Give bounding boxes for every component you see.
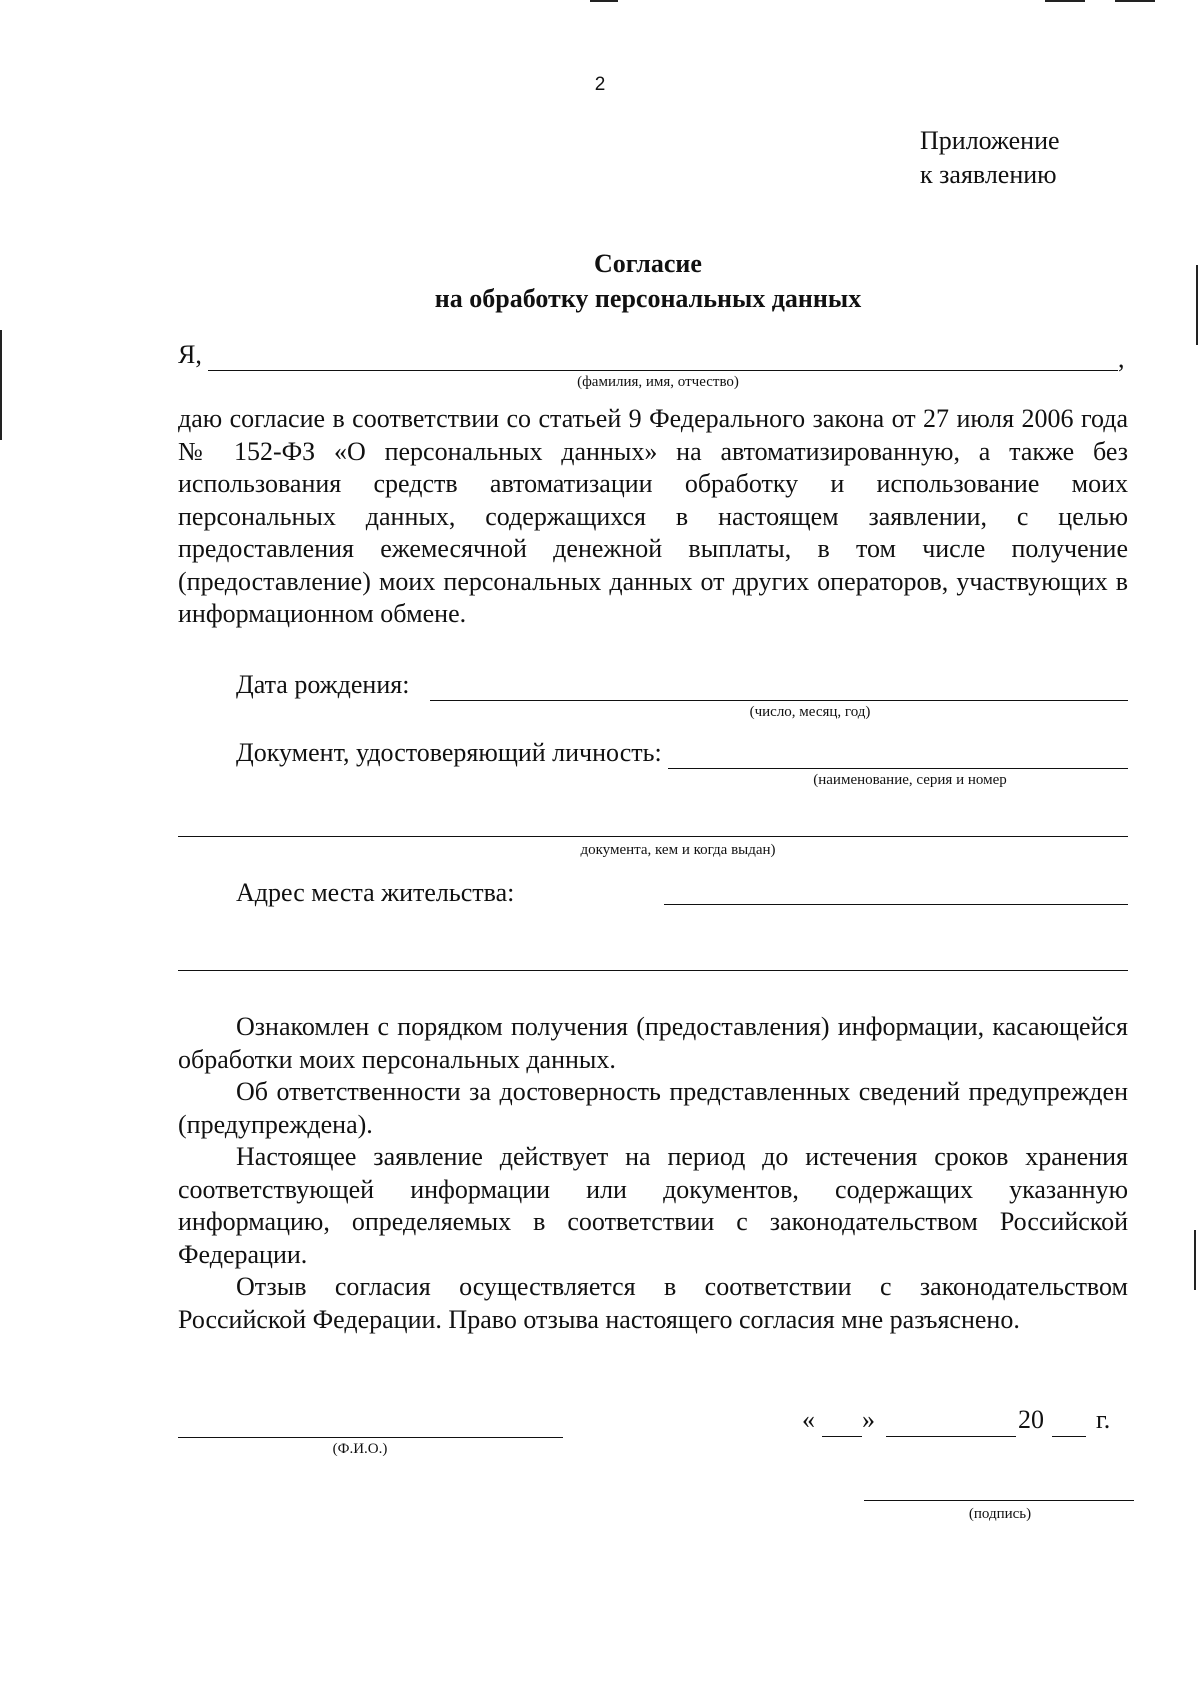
fio-signature-caption: (Ф.И.О.) [332, 1441, 388, 1457]
birth-date-caption: (число, месяц, год) [749, 704, 871, 720]
appendix-note [920, 124, 1060, 192]
address-label: Адрес места жительства: [236, 878, 515, 907]
fio-signature-field[interactable] [178, 1437, 563, 1438]
fio-prefix: Я, [178, 340, 202, 369]
year-prefix: 20 [1018, 1405, 1044, 1434]
birth-date-field[interactable] [430, 700, 1128, 701]
consent-text: даю согласие в соответствии со статьей 9 Федерального закона от 27 июля 2006 года № 152-ФЗ «О персональных данных» на автоматизированную, а также без использования средств автоматизации обработку и использование моих персональных данных, содержащихся в настоящем заявлении, с целью предоставления ежемесячной денежной выплаты, в том числе получение (предоставление) моих персональных данных от других операторов, участвующих в информационном обмене. [178, 404, 1128, 628]
fio-caption: (фамилия, имя, отчество) [577, 374, 739, 390]
fio-suffix: , [1118, 344, 1125, 373]
identity-document-label: Документ, удостоверяющий личность: [236, 738, 662, 767]
address-field-2[interactable] [178, 970, 1128, 971]
scan-artifact [1194, 1230, 1196, 1290]
scan-artifact [1115, 0, 1155, 2]
date-close-quote: » [862, 1405, 875, 1434]
appendix-line-2: к заявлению [920, 160, 1057, 189]
identity-document-field[interactable] [668, 768, 1128, 769]
date-month-field[interactable] [886, 1436, 1016, 1437]
scan-artifact [590, 0, 618, 2]
identity-document-field-2[interactable] [178, 836, 1128, 837]
document-title [0, 246, 1200, 316]
scan-artifact [1045, 0, 1085, 2]
fio-field[interactable] [208, 370, 1118, 371]
appendix-line-1: Приложение [920, 126, 1060, 155]
info-paragraph-2-text: Об ответственности за достоверность представленных сведений предупрежден (предупреждена). [178, 1077, 1128, 1139]
title-line-1: Согласие [594, 249, 702, 278]
address-field[interactable] [664, 904, 1128, 905]
signature-field[interactable] [864, 1500, 1134, 1501]
info-paragraph-1 [178, 1011, 1128, 1076]
signature-caption: (подпись) [968, 1506, 1032, 1522]
date-open-quote: « [802, 1405, 815, 1434]
info-paragraph-2 [178, 1076, 1128, 1141]
date-year-field[interactable] [1052, 1436, 1086, 1437]
scan-artifact [0, 330, 2, 440]
birth-date-label: Дата рождения: [236, 670, 410, 699]
identity-document-caption-1: (наименование, серия и номер [813, 772, 1007, 788]
info-paragraph-1-text: Ознакомлен с порядком получения (предоставления) информации, касающейся обработки моих персональных данных. [178, 1012, 1128, 1074]
year-suffix: г. [1096, 1405, 1111, 1434]
info-paragraph-3-text: Настоящее заявление действует на период до истечения сроков хранения соответствующей информации или документов, содержащих указанную информацию, определяемых в соответствии с законодательством Российской Федерации. [178, 1142, 1128, 1269]
identity-document-caption-2: документа, кем и когда выдан) [580, 842, 776, 858]
info-paragraph-4-text: Отзыв согласия осуществляется в соответствии с законодательством Российской Федерации. Право отзыва настоящего согласия мне разъяснено. [178, 1272, 1128, 1334]
title-line-2: на обработку персональных данных [434, 284, 862, 313]
info-paragraph-4 [178, 1271, 1128, 1336]
info-paragraph-3 [178, 1141, 1128, 1271]
date-day-field[interactable] [822, 1436, 862, 1437]
page-number: 2 [594, 74, 606, 95]
